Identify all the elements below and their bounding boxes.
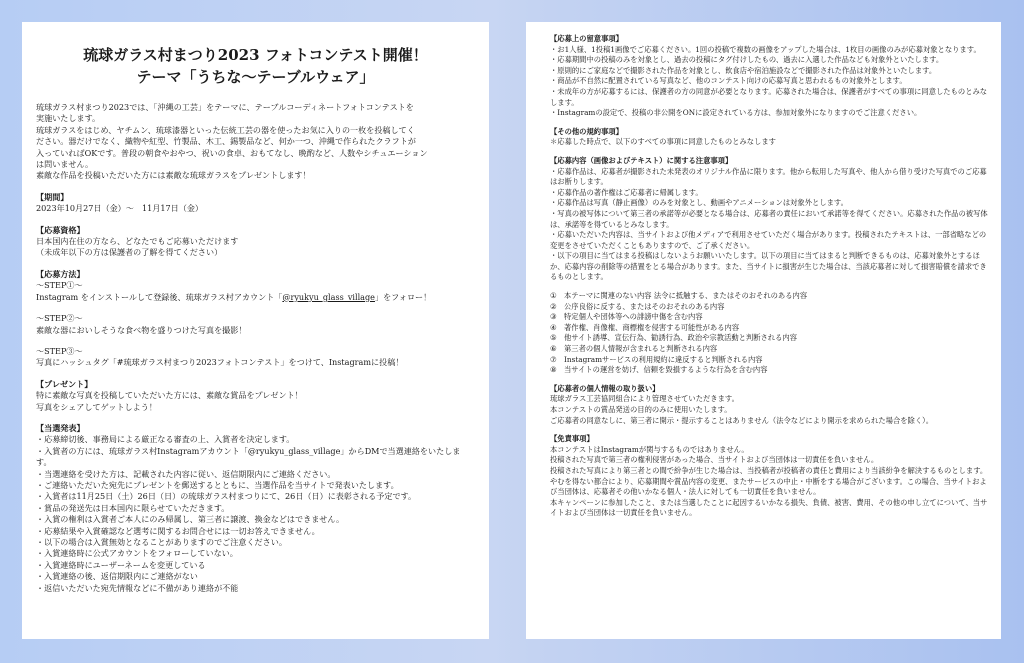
- prohibited-item: [550, 365, 989, 376]
- intro-line: 琉球ガラス村まつり2023では、「沖縄の工芸」をテーマに、テーブルコーディネートフォトコンテストを: [36, 102, 414, 112]
- right-page: [526, 22, 1001, 639]
- item-text: 公序良俗に反する、またはそのおそれのある内容: [564, 301, 725, 311]
- method-heading: 【応募方法】: [36, 268, 85, 279]
- item-number: ④: [550, 322, 557, 332]
- item-number: ⑦: [550, 354, 557, 364]
- prohibited-item: [550, 312, 989, 323]
- page-title: [36, 44, 475, 88]
- item-text: 他サイト誘導、宣伝行為、勧誘行為、政治や宗教活動と判断される内容: [564, 333, 797, 343]
- item-text: Instagramサービスの利用規約に違反すると判断される内容: [564, 354, 763, 364]
- present-heading: 【プレゼント】: [36, 378, 93, 389]
- step1-text: [36, 292, 475, 303]
- other-terms-heading: 【その他の規約事項】: [550, 126, 623, 136]
- list-item: ・入賞連絡時に公式アカウントをフォローしていない。: [36, 548, 238, 559]
- item-text: 本テーマに関連のない内容 法令に抵触する、またはそのおそれのある内容: [564, 291, 808, 301]
- list-item: ・応募締切後、事務局による厳正なる審査の上、入賞者を決定します。: [36, 434, 295, 445]
- step1-text-pre: Instagram をインストールして登録後、琉球ガラス村アカウント「: [36, 291, 283, 302]
- disclaimer-line: 投稿された写真で第三者の権利侵害があった場合、当サイトおよび当団体は一切責任を負いません。: [550, 455, 879, 465]
- step3-label: ～STEP③～: [36, 345, 83, 356]
- intro-line: 実施いたします。: [36, 113, 101, 124]
- list-item: ・ご連絡いただいた宛先にプレゼントを郵送するとともに、当選作品を当サイトで発表いたします。: [36, 479, 399, 490]
- list-item: ・応募いただいた内容は、当サイトおよび他メディアで利用させていただく場合があります。投稿されたテキストは、一部省略などの変更をさせていただくこともありますので、ご了承ください。: [550, 230, 987, 250]
- other-terms-section: [550, 127, 989, 148]
- item-text: 著作権、肖像権、商標権を侵害する可能性がある内容: [564, 322, 740, 332]
- list-item: ・応募作品は、応募者が撮影された未発表のオリジナル作品に限ります。他から転用した写真や、他人から借り受けた写真でのご応募はお断りします。: [550, 166, 987, 187]
- item-number: ⑧: [550, 365, 557, 375]
- period-section: [36, 192, 475, 215]
- notes-heading: 【応募上の留意事項】: [550, 34, 623, 43]
- intro-line: 素敵な作品を投稿いただいた方には素敵な琉球ガラスをプレゼントします！: [36, 170, 311, 181]
- winner-heading: 【当選発表】: [36, 422, 85, 433]
- disclaimer-line: 本コンテストはInstagramが関与するものではありません。: [550, 444, 749, 454]
- item-text: 特定個人や団体等への誹謗中傷を含む内容: [564, 312, 703, 322]
- winner-section: [36, 423, 475, 594]
- list-item: ・当選連絡を受けた方は、記載された内容に従い、返信期限内にご連絡ください。: [36, 468, 336, 479]
- content-notes-list: [550, 167, 989, 284]
- privacy-heading: 【応募者の個人情報の取り扱い】: [550, 383, 660, 393]
- list-item: ・Instagramの設定で、投稿の非公開をONに設定されている方は、参加対象外になりますのでご注意ください。: [550, 108, 922, 118]
- list-item: ・写真の被写体について第三者の承諾等が必要となる場合は、応募者の責任において承諾等を得てください。応募された作品の被写体は、承諾等を得ているとみなします。: [550, 208, 988, 229]
- privacy-line: 本コンテストの賞品発送の目的のみに使用いたします。: [550, 405, 732, 414]
- step1-label: ～STEP①～: [36, 280, 83, 291]
- intro-line: 入っていればOKです。普段の朝食やおやつ、祝いの食卓、おもてなし、晩酌など、人数やシチュエーション: [36, 147, 428, 158]
- list-item: ・応募結果や入賞確認など選考に関するお問合せには一切お答えできません。: [36, 525, 320, 536]
- list-item: ・未成年の方が応募するには、保護者の方の同意が必要となります。応募された場合は、保護者がすべての事項に同意したものとみなします。: [550, 86, 988, 107]
- disclaimer-line: 本キャンペーンに参加したこと、または当選したことに起因するいかなる損失、負債、被害、費用、その他の申し立てについて、当サイトおよび当団体は一切責任を負いません。: [550, 497, 988, 518]
- item-text: 第三者の個人情報が含まれると判断される内容: [564, 344, 718, 354]
- list-item: ・入賞者の方には、琉球ガラス村Instagramアカウント「@ryukyu_glass_village」からDMで当選連絡をいたします。: [36, 445, 461, 468]
- title-line-1: 琉球ガラス村まつり2023 フォトコンテスト開催！: [83, 46, 428, 64]
- disclaimer-heading: 【免責事項】: [550, 434, 594, 444]
- intro-line: 琉球ガラスをはじめ、ヤチムン、琉球漆器といった伝統工芸の器を使ったお気に入りの一枚を投稿してく: [36, 124, 415, 135]
- title-line-2: テーマ「うちな～テーブルウェア」: [136, 68, 375, 86]
- item-number: ⑥: [550, 344, 557, 354]
- eligibility-section: [36, 225, 475, 259]
- eligibility-line: 日本国内在住の方なら、どなたでもご応募いただけます: [36, 236, 239, 247]
- other-terms-text: ＊応募した時点で、以下のすべての事項に同意したものとみなします: [550, 137, 776, 147]
- present-line: 写真をシェアしてゲットしよう！: [36, 401, 157, 412]
- list-item: ・入賞の権利は入賞者ご本人にのみ帰属し、第三者に譲渡、換金などはできません。: [36, 514, 345, 525]
- content-notes-section: [550, 156, 989, 376]
- present-line: 特に素敵な写真を投稿していただいた方には、素敵な賞品をプレゼント！: [36, 390, 303, 401]
- method-section: [36, 269, 475, 369]
- eligibility-line: （未成年以下の方は保護者の了解を得てください）: [36, 247, 223, 258]
- intro-section: [36, 102, 475, 182]
- step3-text: 写真にハッシュタグ「#琉球ガラス村まつり2023フォトコンテスト」をつけて、Instagramに投稿！: [36, 357, 404, 368]
- prohibited-list: [550, 291, 989, 376]
- prohibited-item: [550, 333, 989, 344]
- list-item: ・商品が不自然に配置されている写真など、他のコンテスト向けの応募写真と思われるもの対象外とします。: [550, 76, 907, 86]
- prohibited-item: [550, 323, 989, 334]
- prohibited-item: [550, 355, 989, 366]
- list-item: ・返信いただいた宛先情報などに不備があり連絡が不能: [36, 582, 239, 593]
- winner-list: [36, 434, 475, 594]
- instagram-account-link[interactable]: @ryukyu_glass_village: [282, 291, 375, 302]
- list-item: ・応募期間中の投稿のみを対象とし、過去の投稿にタグ付けしたもの、過去に入選した作品なども対象外といたします。: [550, 55, 944, 65]
- content-notes-heading: 【応募内容（画像およびテキスト）に関する注意事項】: [550, 155, 733, 165]
- item-number: ⑤: [550, 333, 557, 343]
- item-number: ①: [550, 291, 557, 301]
- item-text: 当サイトの運営を妨げ、信頼を毀損するような行為を含む内容: [564, 365, 768, 375]
- list-item: ・入賞連絡時にユーザーネームを変更している: [36, 559, 206, 570]
- disclaimer-line: 投稿された写真により第三者との間で紛争が生じた場合は、当投稿者が投稿者の責任と費用により当該紛争を解決するものとします。: [550, 465, 988, 475]
- step1-text-post: 」をフォロー！: [374, 291, 432, 302]
- intro-line: ださい。器だけでなく、織物や紅型、竹製品、木工、錫製品など、何か一つ、沖縄で作られたクラフトが: [36, 136, 416, 147]
- step2-text: 素敵な器においしそうな食べ物を盛りつけた写真を撮影！: [36, 324, 247, 335]
- privacy-line: 琉球ガラス工芸協同組合により管理させていただきます。: [550, 394, 739, 404]
- intro-line: は問いません。: [36, 159, 94, 170]
- item-number: ③: [550, 312, 557, 322]
- list-item: ・賞品の発送先は日本国内に限らせていただきます。: [36, 502, 230, 513]
- list-item: ・以下の項目に当てはまる投稿はしないようお願いいたします。以下の項目に当てはまると判断できるものは、応募対象外とするほか、応募内容の削除等の措置をとる場合があります。また、当サイトに損害が生じた場合は、当該応募者に対して損害賠償を請求できるものとします。: [550, 251, 987, 282]
- list-item: ・原則的にご家庭などで撮影された作品を対象とし、飲食店や宿泊施設などで撮影された作品は対象外といたします。: [550, 65, 937, 75]
- prohibited-item: [550, 344, 989, 355]
- list-item: ・応募作品の著作権はご応募者に帰属します。: [550, 187, 703, 197]
- list-item: ・以下の場合は入賞無効となることがありますのでご注意ください。: [36, 537, 287, 547]
- eligibility-heading: 【応募資格】: [36, 224, 85, 235]
- list-item: ・入賞者は11月25日（土）26日（日）の琉球ガラス村まつりにて、26日（日）に表彰される予定です。: [36, 491, 417, 502]
- present-section: [36, 379, 475, 413]
- prohibited-item: [550, 291, 989, 302]
- prohibited-item: [550, 302, 989, 313]
- left-page: [22, 22, 489, 639]
- period-heading: 【期間】: [36, 191, 69, 202]
- list-item: ・入賞連絡の後、返信期限内にご連絡がない: [36, 571, 198, 582]
- list-item: ・応募作品は写真（静止画像）のみを対象とし、動画やアニメーションは対象外とします。: [550, 198, 848, 208]
- period-text: 2023年10月27日（金）～ 11月17日（金）: [36, 203, 204, 214]
- notes-list: [550, 45, 989, 119]
- step2-label: ～STEP②～: [36, 313, 83, 324]
- item-number: ②: [550, 301, 557, 311]
- disclaimer-section: [550, 434, 989, 519]
- disclaimer-line: やむを得ない都合により、応募期間や賞品内容の変更、またサービスの中止・中断をする場合がございます。この場合、当サイトおよび当団体は、応募者その他いかなる個人・法人に対しても一切責任を負いません。: [550, 476, 987, 497]
- list-item: ・お1人様、1投稿1画像でご応募ください。1回の投稿で複数の画像をアップした場合は、1枚目の画像のみが応募対象となります。: [550, 44, 981, 54]
- privacy-line: ご応募者の同意なしに、第三者に開示・提示することはありません（法令などにより開示を求められた場合を除く）。: [550, 415, 934, 425]
- notes-section: [550, 34, 989, 119]
- privacy-section: [550, 384, 989, 426]
